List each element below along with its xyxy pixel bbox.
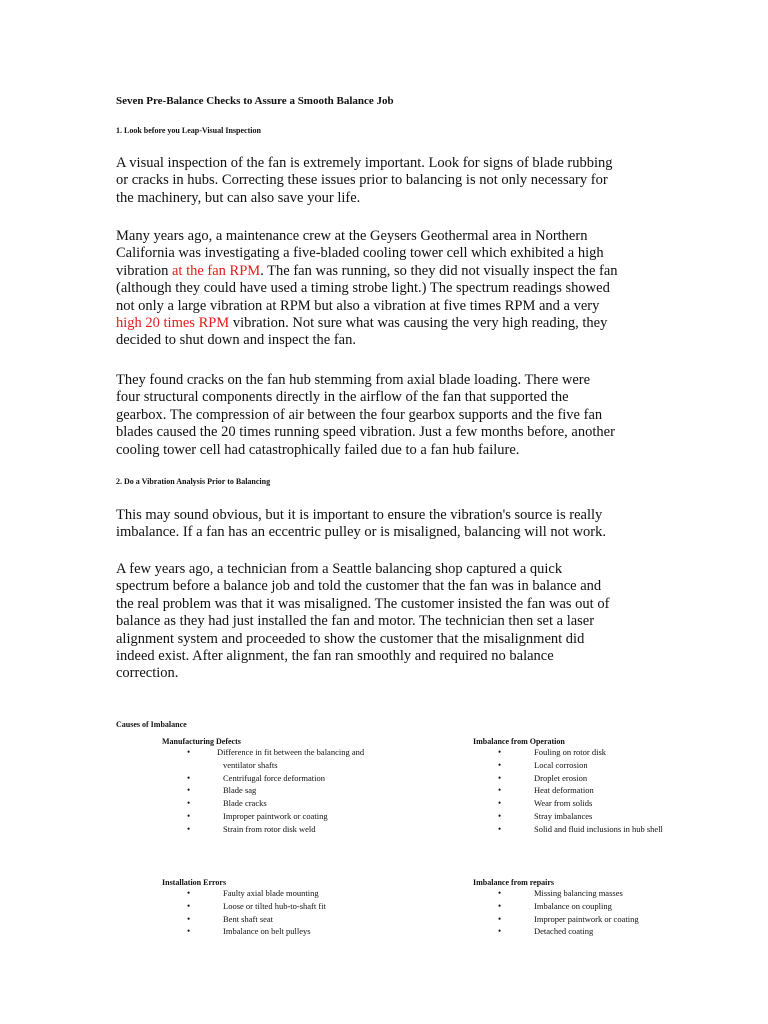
- list-item-text: Centrifugal force deformation: [223, 772, 325, 783]
- list-item-text: Heat deformation: [534, 785, 594, 796]
- list-item-text: Solid and fluid inclusions in hub shell: [534, 823, 663, 834]
- section-2-paragraph-1: [116, 507, 676, 542]
- text-line: or cracks in hubs. Correcting these issues prior to balancing is not only necessary for: [116, 172, 608, 189]
- list-item: [473, 925, 639, 938]
- bullet-icon: •: [498, 810, 502, 821]
- list-item-text: Stray imbalances: [534, 810, 593, 821]
- bullet-icon: •: [498, 900, 502, 911]
- highlighted-text: at the fan RPM: [171, 262, 261, 279]
- bullet-icon: •: [498, 785, 502, 796]
- bullet-icon: •: [187, 772, 191, 783]
- bullet-icon: •: [187, 798, 191, 809]
- bullet-icon: •: [498, 888, 502, 898]
- section-1-heading: 1. Look before you Leap-Visual Inspection: [116, 126, 261, 135]
- list-item: [162, 913, 326, 926]
- bullet-icon: •: [187, 785, 191, 796]
- installation-errors-group: [162, 878, 326, 938]
- repairs-imbalance-group: [473, 878, 639, 938]
- bullet-icon: •: [498, 798, 502, 809]
- bullet-icon: •: [498, 772, 502, 783]
- list-item-text: ventilator shafts: [223, 759, 278, 770]
- text-line: gearbox. The compression of air between the four gearbox supports and the five fan: [116, 406, 603, 423]
- text-line: California was investigating a five-bladed cooling tower cell which exhibited a high: [116, 245, 604, 262]
- bullet-list: [473, 887, 639, 938]
- group-title: Imbalance from Operation: [473, 737, 565, 746]
- list-item: [473, 784, 663, 797]
- text-line: [116, 315, 676, 332]
- bullet-icon: •: [187, 747, 191, 757]
- bullet-icon: •: [498, 747, 502, 757]
- list-item-text: Improper paintwork or coating: [534, 913, 639, 924]
- list-item-text: Difference in fit between the balancing and: [217, 747, 365, 757]
- list-item: [162, 810, 364, 823]
- list-item: [162, 925, 326, 938]
- bullet-list: [162, 746, 364, 836]
- list-item-text: Detached coating: [534, 926, 594, 937]
- list-item: [473, 823, 663, 836]
- list-item-text: Fouling on rotor disk: [534, 747, 607, 757]
- bullet-icon: •: [498, 926, 502, 937]
- text-line: spectrum before a balance job and told the customer that the fan was in balance and: [116, 578, 602, 595]
- list-item-text: Bent shaft seat: [223, 913, 274, 924]
- text-line: cooling tower cell had catastrophically failed due to a fan hub failure.: [116, 441, 520, 458]
- group-title: Installation Errors: [162, 878, 227, 887]
- text-line: decided to shut down and inspect the fan.: [116, 332, 356, 349]
- list-item: [473, 746, 663, 759]
- bullet-icon: •: [187, 900, 191, 911]
- list-item: [162, 797, 364, 810]
- text-line: [116, 263, 676, 280]
- list-item-text: Faulty axial blade mounting: [223, 888, 319, 898]
- text-line: alignment system and proceeded to show the customer that the misalignment did: [116, 630, 585, 647]
- list-item-text: Local corrosion: [534, 759, 588, 770]
- group-title: Imbalance from repairs: [473, 878, 555, 887]
- list-item-text: Wear from solids: [534, 798, 593, 809]
- list-item-text: Blade sag: [223, 785, 257, 796]
- bullet-icon: •: [498, 823, 502, 834]
- list-item-text: Blade cracks: [223, 798, 267, 809]
- list-item-text: Improper paintwork or coating: [223, 810, 328, 821]
- operation-imbalance-group: [473, 737, 663, 836]
- list-item: [473, 759, 663, 772]
- text-line: They found cracks on the fan hub stemming from axial blade loading. There were: [116, 372, 591, 388]
- text-line: the real problem was that it was misaligned. The customer insisted the fan was out of: [116, 595, 610, 612]
- list-item-text: Loose or tilted hub-to-shaft fit: [223, 900, 326, 911]
- list-item: [162, 772, 364, 785]
- section-1-paragraph-3: [116, 372, 676, 459]
- text-line: balance as they had just installed the fan and motor. The technician then set a laser: [116, 613, 595, 630]
- manufacturing-defects-group: [162, 737, 364, 836]
- list-item-text: Imbalance on coupling: [534, 900, 612, 911]
- bullet-icon: •: [187, 888, 191, 898]
- bullet-list: [162, 887, 326, 938]
- list-item: [473, 913, 639, 926]
- list-item-continuation: [162, 759, 364, 772]
- section-2-paragraph-2: [116, 561, 676, 683]
- bullet-icon: •: [498, 759, 502, 770]
- causes-title: Causes of Imbalance: [116, 720, 187, 729]
- section-1-paragraph-2: [116, 228, 676, 350]
- list-item-text: Imbalance on belt pulleys: [223, 926, 311, 937]
- text-line: A few years ago, a technician from a Seattle balancing shop captured a quick: [116, 561, 563, 577]
- text-line: indeed exist. After alignment, the fan ran smoothly and required no balance: [116, 648, 554, 665]
- list-item: [162, 823, 364, 836]
- bullet-icon: •: [187, 926, 191, 937]
- text-line: not only a large vibration at RPM but also a vibration at five times RPM and a very: [116, 297, 600, 314]
- text-line: correction.: [116, 665, 179, 682]
- list-item-text: Strain from rotor disk weld: [223, 823, 316, 834]
- list-item: [473, 772, 663, 785]
- text-line: (although they could have used a timing strobe light.) The spectrum readings showed: [116, 280, 610, 297]
- bullet-icon: •: [498, 913, 502, 924]
- text-run: vibration: [116, 262, 172, 279]
- list-item: [473, 797, 663, 810]
- list-item: [162, 746, 364, 759]
- bullet-icon: •: [187, 810, 191, 821]
- section-1-paragraph-1: [116, 155, 676, 207]
- bullet-icon: •: [187, 913, 191, 924]
- text-line: A visual inspection of the fan is extremely important. Look for signs of blade rubbing: [116, 155, 613, 171]
- text-run: . The fan was running, so they did not visually inspect the fan: [260, 262, 618, 279]
- list-item: [162, 900, 326, 913]
- text-line: imbalance. If a fan has an eccentric pulley or is misaligned, balancing will not work.: [116, 524, 607, 541]
- text-run: vibration. Not sure what was causing the very high reading, they: [229, 315, 608, 332]
- text-line: Many years ago, a maintenance crew at the Geysers Geothermal area in Northern: [116, 228, 588, 244]
- list-item: [162, 784, 364, 797]
- list-item-text: Droplet erosion: [534, 772, 588, 783]
- bullet-list: [473, 746, 663, 836]
- bullet-icon: •: [187, 823, 191, 834]
- document-title: Seven Pre-Balance Checks to Assure a Smooth Balance Job: [116, 95, 394, 107]
- list-item: [162, 887, 326, 900]
- list-item: [473, 887, 639, 900]
- group-title: Manufacturing Defects: [162, 737, 241, 746]
- highlighted-text: high 20 times RPM: [116, 315, 230, 332]
- text-line: blades caused the 20 times running speed vibration. Just a few months before, another: [116, 424, 615, 441]
- list-item-text: Missing balancing masses: [534, 888, 623, 898]
- text-line: This may sound obvious, but it is important to ensure the vibration's source is really: [116, 507, 603, 523]
- list-item: [473, 900, 639, 913]
- list-item: [473, 810, 663, 823]
- text-line: the machinery, but can also save your life.: [116, 189, 361, 206]
- text-line: four structural components directly in the airflow of the fan that supported the: [116, 389, 569, 406]
- section-2-heading: 2. Do a Vibration Analysis Prior to Balancing: [116, 477, 271, 486]
